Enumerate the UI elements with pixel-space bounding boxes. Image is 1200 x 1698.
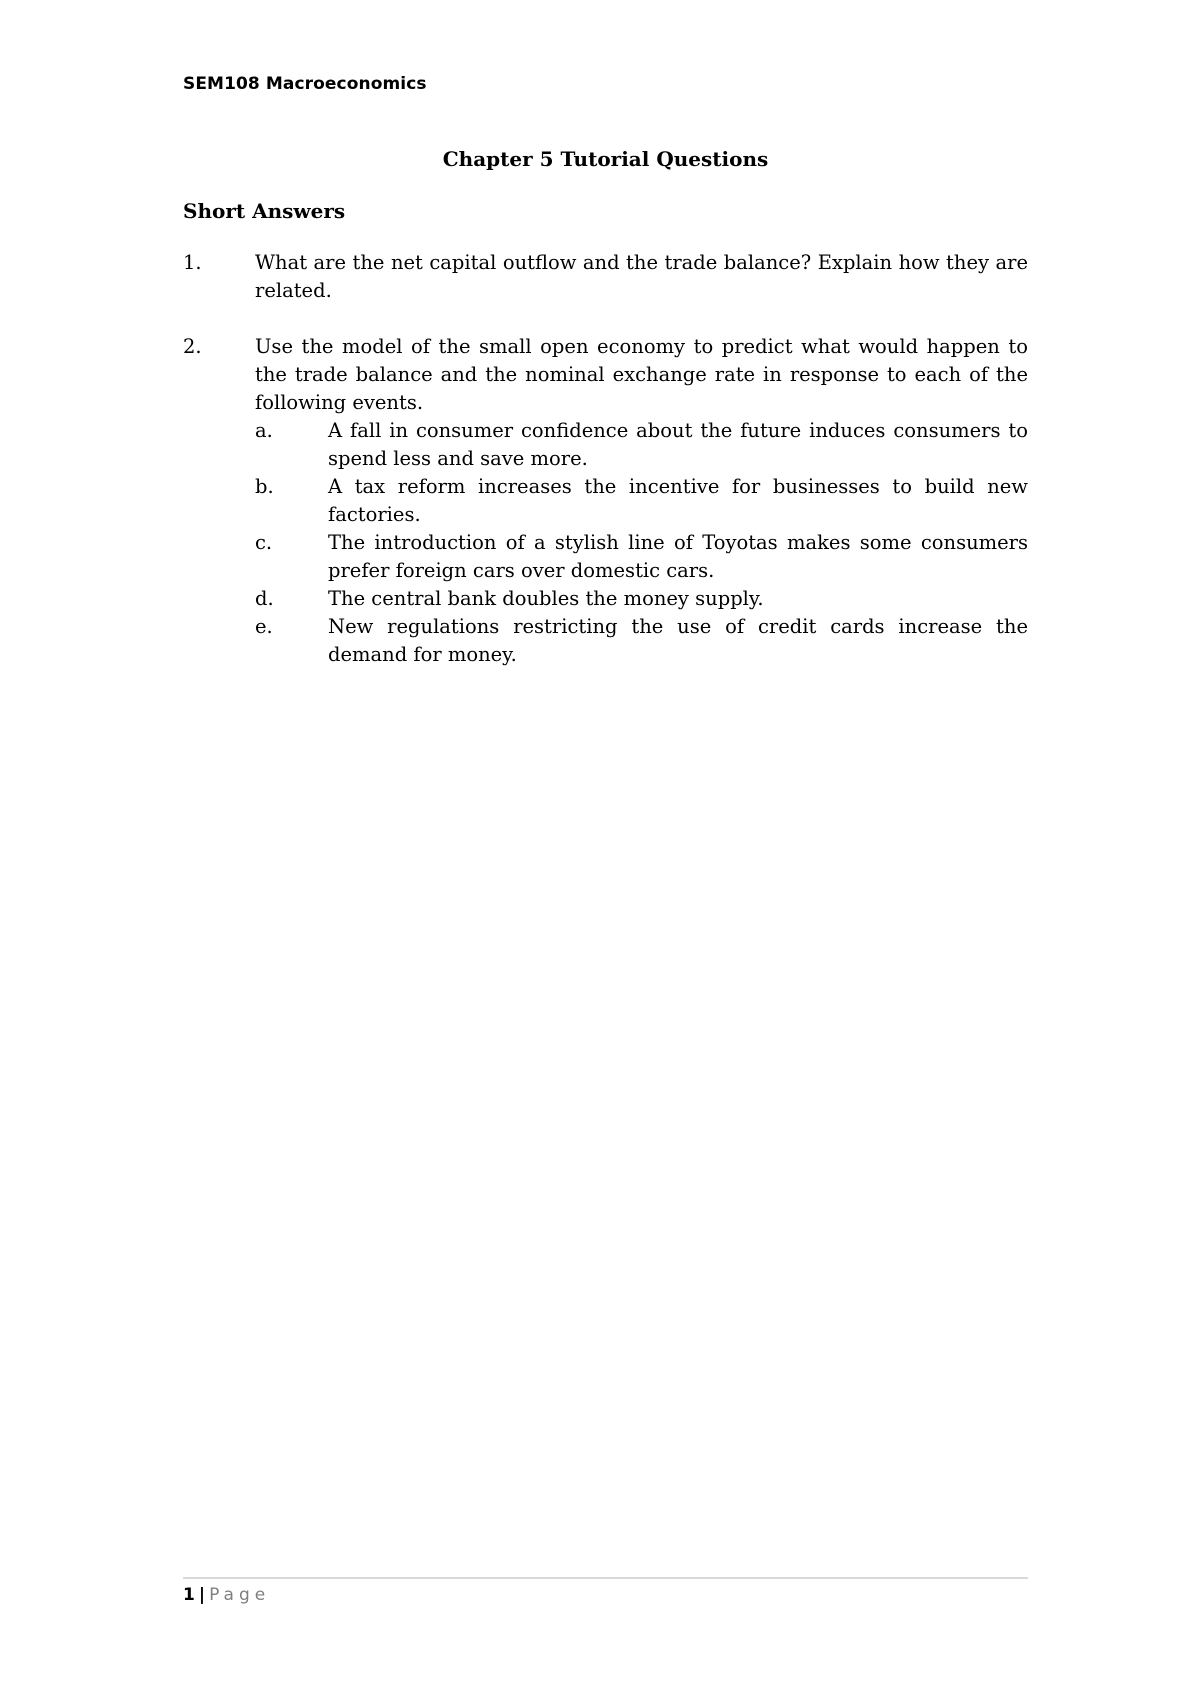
section-heading: Short Answers xyxy=(183,199,346,223)
footer-divider xyxy=(183,1577,1028,1579)
question-content xyxy=(255,333,1028,669)
subquestion-text: The central bank doubles the money supply. xyxy=(328,587,764,610)
question-2 xyxy=(183,333,1028,669)
page-number: 1 xyxy=(183,1585,195,1605)
subquestion-letter: e. xyxy=(255,615,273,638)
footer-separator: | xyxy=(198,1585,206,1605)
question-text: Use the model of the small open economy to predict what would happen to the trade balance and the nominal exchange rate in response to each of the following events. xyxy=(255,335,1028,414)
subquestion-text: A fall in consumer confidence about the future induces consumers to spend less and save more. xyxy=(328,419,1028,470)
subquestion-letter: a. xyxy=(255,419,273,442)
subquestion-letter: c. xyxy=(255,531,273,554)
question-text: What are the net capital outflow and the trade balance? Explain how they are related. xyxy=(255,251,1028,302)
subquestion-c xyxy=(255,529,1028,585)
subquestion-text: New regulations restricting the use of credit cards increase the demand for money. xyxy=(328,615,1028,666)
subquestion-b xyxy=(255,473,1028,529)
question-number: 1. xyxy=(183,251,202,274)
subquestion-text: The introduction of a stylish line of Toyotas makes some consumers prefer foreign cars over domestic cars. xyxy=(328,531,1028,582)
subquestion-letter: d. xyxy=(255,587,274,610)
page-footer xyxy=(183,1585,270,1605)
subquestion-e xyxy=(255,613,1028,669)
subquestion-letter: b. xyxy=(255,475,274,498)
page-label: Page xyxy=(209,1585,271,1605)
page-header: SEM108 Macroeconomics xyxy=(183,74,427,94)
document-title: Chapter 5 Tutorial Questions xyxy=(442,147,769,171)
subquestion-d xyxy=(255,585,1028,613)
document-body xyxy=(183,145,1028,697)
question-1 xyxy=(183,249,1028,305)
question-number: 2. xyxy=(183,335,202,358)
subquestion-text: A tax reform increases the incentive for businesses to build new factories. xyxy=(328,475,1028,526)
subquestion-a xyxy=(255,417,1028,473)
